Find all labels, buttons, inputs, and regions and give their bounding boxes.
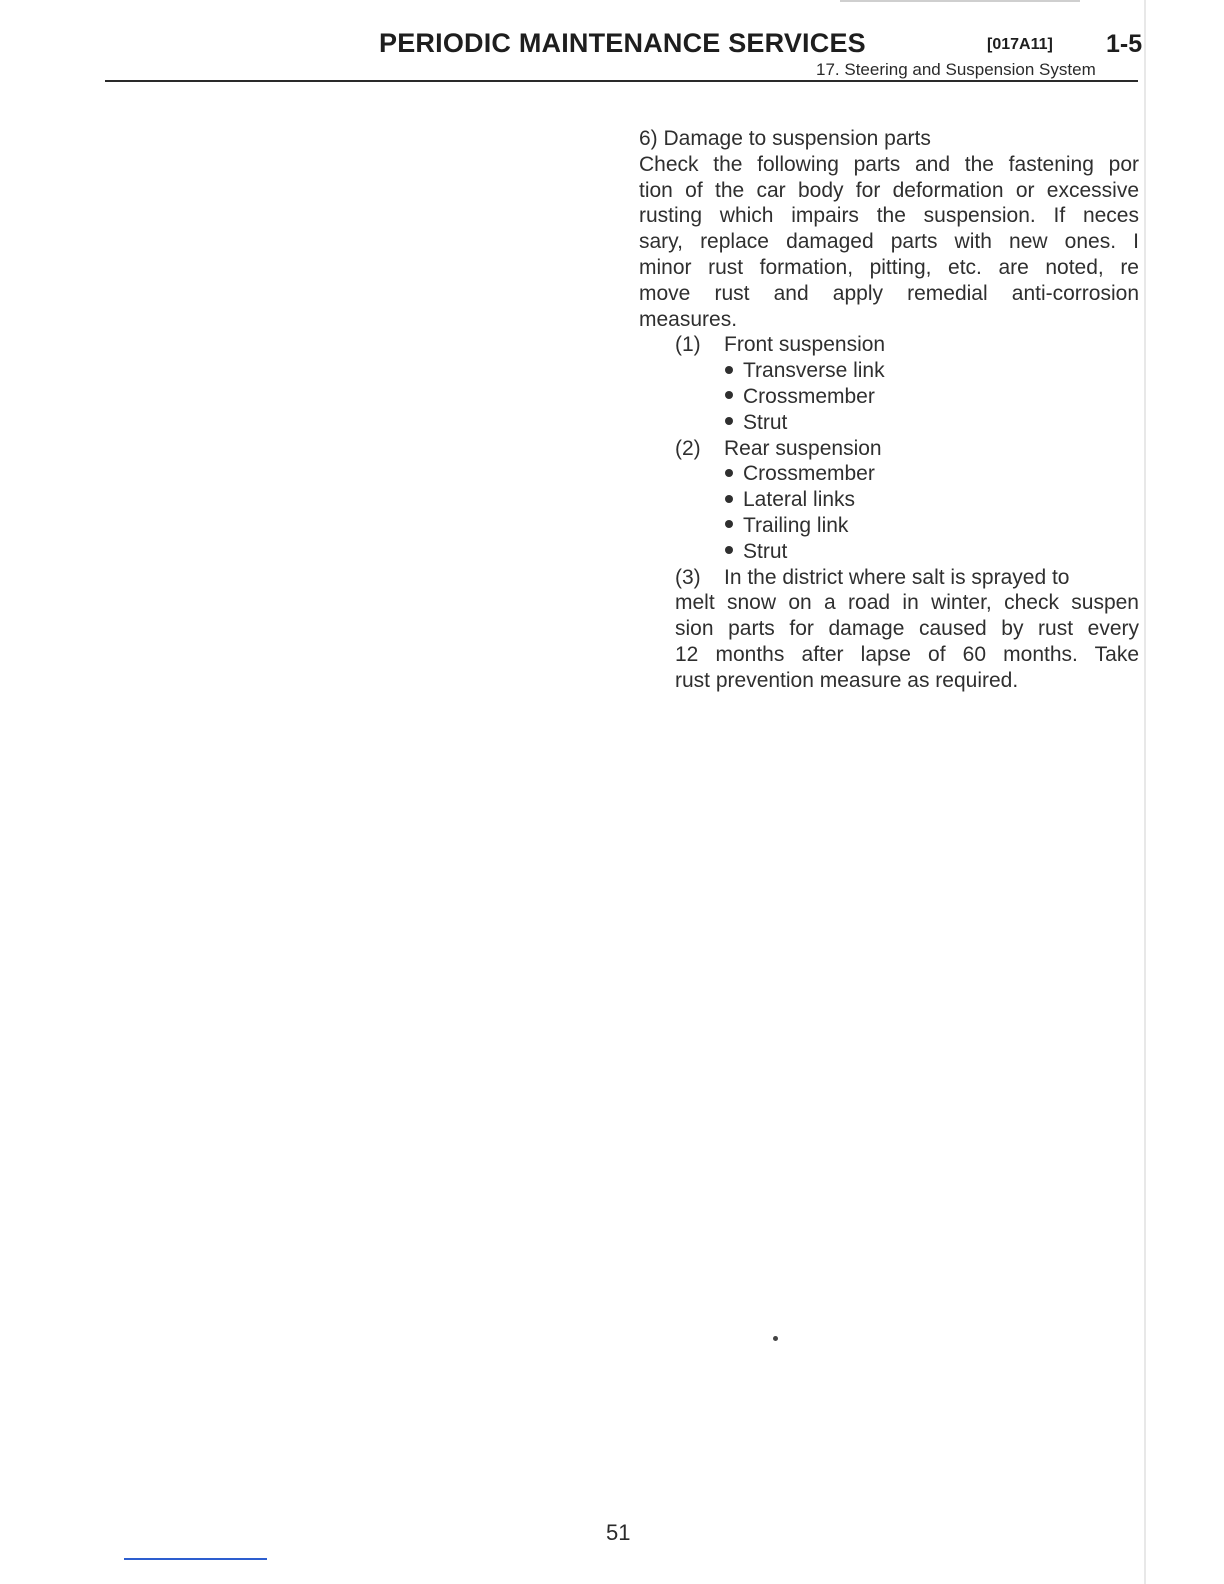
bullet-icon <box>725 495 733 503</box>
list-item <box>639 539 1139 565</box>
list-item <box>639 461 1139 487</box>
list-item-text: Crossmember <box>743 384 875 408</box>
list-item <box>639 384 1139 410</box>
footer-link-rule <box>124 1558 267 1560</box>
scan-edge <box>1144 0 1146 1584</box>
paragraph-line: sary, replace damaged parts with new ones. I <box>639 230 1139 254</box>
bullet-icon <box>725 520 733 528</box>
note-first-line <box>639 565 1139 591</box>
bullet-icon <box>725 417 733 425</box>
front-suspension-title: Front suspension <box>724 333 886 357</box>
front-suspension-label: (1) <box>675 333 701 357</box>
rear-suspension-title: Rear suspension <box>724 436 882 460</box>
scan-top-line <box>840 0 1080 2</box>
paragraph-line: measures. <box>639 307 738 331</box>
note-line: rust prevention measure as required. <box>675 668 1019 692</box>
item-heading: 6) Damage to suspension parts <box>639 127 931 150</box>
paragraph-line: Check the following parts and the fastening por <box>639 152 1139 176</box>
content-block <box>639 126 1139 694</box>
section-subtitle: 17. Steering and Suspension System <box>816 60 1096 79</box>
section-code: [017A11] <box>987 36 1053 53</box>
list-item <box>639 513 1139 539</box>
rear-suspension-label: (2) <box>675 436 701 460</box>
list-item-text: Strut <box>743 539 788 563</box>
paragraph-line: rusting which impairs the suspension. If neces <box>639 204 1139 228</box>
bullet-icon <box>725 391 733 399</box>
rear-suspension-heading <box>639 436 1139 462</box>
list-item <box>639 487 1139 513</box>
paragraph-line: minor rust formation, pitting, etc. are noted, re <box>639 255 1139 279</box>
list-item <box>639 358 1139 384</box>
bullet-icon <box>725 366 733 374</box>
note-line: sion parts for damage caused by rust every <box>675 617 1139 641</box>
paragraph-line: move rust and apply remedial anti-corrosion <box>639 281 1139 305</box>
list-item <box>639 410 1139 436</box>
note-label: (3) <box>675 565 701 589</box>
note-line: melt snow on a road in winter, check suspen <box>675 591 1139 615</box>
note-line: 12 months after lapse of 60 months. Take <box>675 642 1139 666</box>
page-reference: 1-5 <box>1106 30 1143 58</box>
list-item-text: Strut <box>743 410 788 434</box>
header-divider <box>105 80 1138 82</box>
scan-speck <box>773 1336 778 1341</box>
note-first-text: In the district where salt is sprayed to <box>724 565 1070 589</box>
page-number: 51 <box>606 1520 631 1545</box>
page-title: PERIODIC MAINTENANCE SERVICES <box>379 28 866 58</box>
list-item-text: Transverse link <box>743 359 885 383</box>
front-suspension-heading <box>639 332 1139 358</box>
paragraph-line: tion of the car body for deformation or excessive <box>639 178 1139 202</box>
bullet-icon <box>725 546 733 554</box>
list-item-text: Crossmember <box>743 462 875 486</box>
bullet-icon <box>725 469 733 477</box>
list-item-text: Lateral links <box>743 488 856 512</box>
list-item-text: Trailing link <box>743 513 849 537</box>
